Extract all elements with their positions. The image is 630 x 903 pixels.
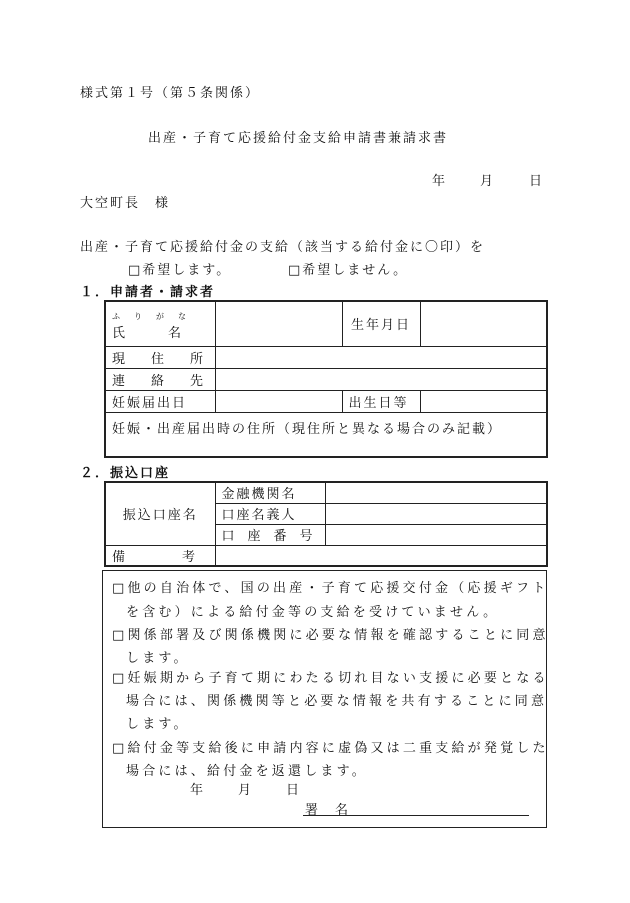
section1-heading: １．申請者・請求者 xyxy=(80,285,216,300)
bank-input[interactable] xyxy=(325,482,547,503)
consent-2-line-2: します。 xyxy=(126,651,190,666)
consent-3-line-3: します。 xyxy=(126,717,190,732)
name-label: 氏 名 xyxy=(112,326,183,341)
consent-3-line-2: 場合には、関係機関等と必要な情報を共有することに同意 xyxy=(126,694,548,709)
date-day: 日 xyxy=(529,174,543,189)
consent-3-line-1[interactable]: □妊娠期から子育て期にわたる切れ目ない支援に必要となる xyxy=(112,671,549,686)
request-text: 出産・子育て応援給付金の支給（該当する給付金に〇印）を xyxy=(80,240,486,255)
account-label: 振込口座名 xyxy=(105,482,215,545)
contact-input[interactable] xyxy=(215,368,547,390)
alt-address-cell[interactable] xyxy=(105,412,547,457)
consent-4-line-1[interactable]: □給付金等支給後に申請内容に虚偽又は二重支給が発覚した xyxy=(112,741,549,756)
pregnancy-date-label: 妊娠届出日 xyxy=(105,390,215,412)
bank-table xyxy=(104,481,548,567)
option-yes[interactable]: □希望します。 xyxy=(128,263,232,278)
addressee: 大空町長 様 xyxy=(80,196,171,211)
birth-date-input[interactable] xyxy=(420,390,547,412)
name-label-cell xyxy=(105,301,215,346)
consent-1-line-2: を含む）による給付金等の支給を受けていません。 xyxy=(126,605,500,620)
number-input[interactable] xyxy=(325,524,547,545)
alt-address-label: 妊娠・出産届出時の住所（現住所と異なる場合のみ記載） xyxy=(112,421,503,437)
furigana-label: ふ り が な xyxy=(112,312,189,321)
consent-date-month: 月 xyxy=(238,783,252,798)
consent-2-line-1[interactable]: □関係部署及び関係機関に必要な情報を確認することに同意 xyxy=(112,628,549,643)
pregnancy-date-input[interactable] xyxy=(215,390,342,412)
contact-label: 連 絡 先 xyxy=(105,368,215,390)
date-year: 年 xyxy=(432,174,446,189)
signature-label: 署 名 xyxy=(305,803,351,818)
consent-date-year: 年 xyxy=(190,783,204,798)
page-title: 出産・子育て応援給付金支給申請書兼請求書 xyxy=(148,131,449,146)
consent-4-line-2: 場合には、給付金を返還します。 xyxy=(126,764,368,779)
address-label: 現 住 所 xyxy=(105,346,215,368)
consent-date-day: 日 xyxy=(286,783,300,798)
notes-input[interactable] xyxy=(215,545,547,566)
birth-date-label: 出生日等 xyxy=(342,390,420,412)
consent-1-line-1[interactable]: □他の自治体で、国の出産・子育て応援交付金（応援ギフト xyxy=(112,581,549,596)
section2-heading: ２．振込口座 xyxy=(80,466,171,481)
birthdate-input[interactable] xyxy=(420,301,547,346)
name-input[interactable] xyxy=(215,301,342,346)
bank-label: 金融機関名 xyxy=(215,482,325,503)
form-number: 様式第１号（第５条関係） xyxy=(80,86,261,101)
birthdate-label: 生年月日 xyxy=(342,301,420,346)
applicant-table xyxy=(104,300,548,458)
notes-label: 備 考 xyxy=(105,545,215,566)
date-month: 月 xyxy=(480,174,494,189)
option-no[interactable]: □希望しません。 xyxy=(288,263,409,278)
holder-input[interactable] xyxy=(325,503,547,524)
signature-line[interactable] xyxy=(303,815,529,816)
holder-label: 口座名義人 xyxy=(215,503,325,524)
number-label: 口 座 番 号 xyxy=(215,524,325,545)
address-input[interactable] xyxy=(215,346,547,368)
